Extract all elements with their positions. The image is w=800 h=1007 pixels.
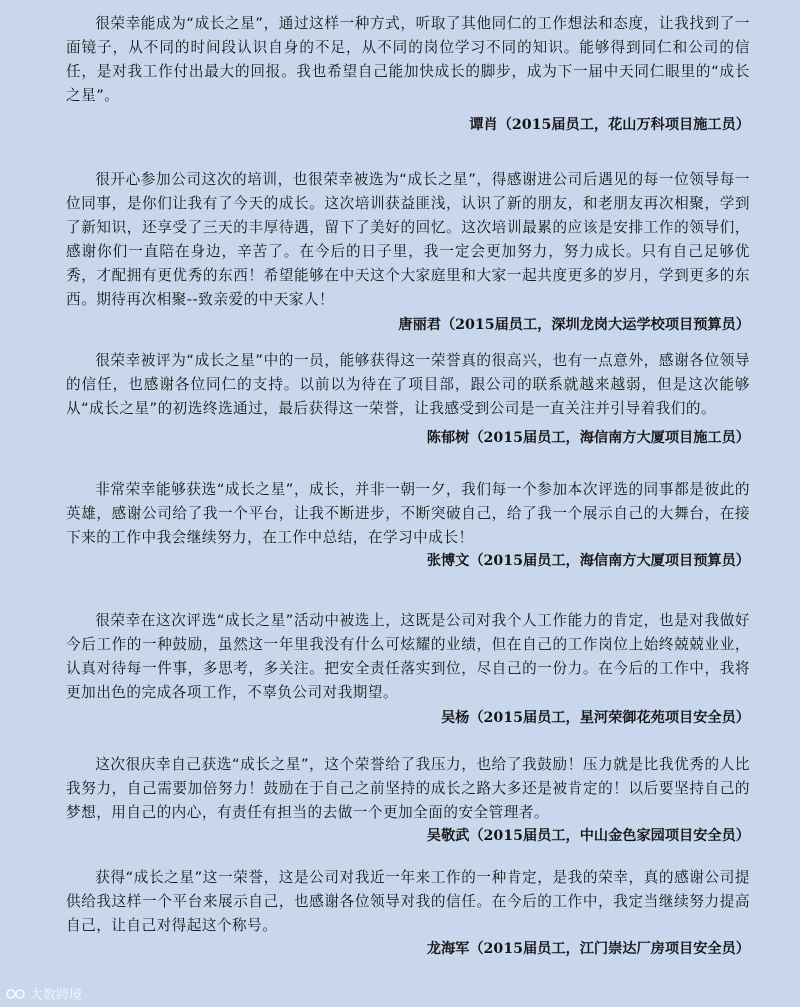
watermark-logo-icon [6,986,26,1002]
testimonial-entry [66,739,750,852]
watermark-text: 大数跨境 [30,988,83,1003]
testimonial-entry [66,12,750,158]
testimonial-text: 很荣幸能成为“成长之星”，通过这样一种方式，听取了其他同仁的工作想法和态度，让我找到了一面镜子，从不同的时间段认识自身的不足，从不同的岗位学习不同的知识。能够得到同仁和公司的信任，是对我工作付出最大的回报。我也希望自己能加快成长的脚步，成为下一届中天同仁眼里的“成长之星”。 [66,15,750,104]
testimonial-signature: 张博文（2015届员工，海信南方大厦项目预算员） [426,553,750,569]
testimonial-entry [66,601,750,739]
testimonial-signature: 唐丽君（2015届员工，深圳龙岗大运学校项目预算员） [398,317,750,333]
testimonial-text: 获得“成长之星”这一荣誉，这是公司对我近一年来工作的一种肯定，是我的荣幸，真的感谢公司提供给我这样一个平台来展示自己，也感谢各位领导对我的信任。在今后的工作中，我定当继续努力提高自己，让自己对得起这个称号。 [66,869,750,934]
testimonial-signature: 吴敬武（2015届员工，中山金色家园项目安全员） [426,828,750,844]
testimonial-signature: 吴杨（2015届员工，星河荣御花苑项目安全员） [440,710,750,726]
testimonial-text: 非常荣幸能够获选“成长之星”，成长，并非一朝一夕，我们每一个参加本次评选的同事都是彼此的英雄，感谢公司给了我一个平台，让我不断进步，不断突破自己，给了我一个展示自己的大舞台，在接下来的工作中我会继续努力，在工作中总结，在学习中成长！ [66,481,750,546]
testimonial-signature: 陈郁树（2015届员工，海信南方大厦项目施工员） [426,430,750,446]
testimonial-text: 这次很庆幸自己获选“成长之星”，这个荣誉给了我压力，也给了我鼓励！压力就是比我优秀的人比我努力，自己需要加倍努力！鼓励在于自己之前坚持的成长之路大多还是被肯定的！以后要坚持自己的梦想，用自己的内心，有责任有担当的去做一个更加全面的安全管理者。 [66,756,750,821]
testimonial-entry [66,341,750,478]
testimonial-text: 很开心参加公司这次的培训，也很荣幸被选为“成长之星”，得感谢进公司后遇见的每一位领导每一位同事，是你们让我有了今天的成长。这次培训获益匪浅，认识了新的朋友，和老朋友再次相聚，学到了新知识，还享受了三天的丰厚待遇，留下了美好的回忆。这次培训最累的应该是安排工作的领导们，感谢你们一直陪在身边，辛苦了。在今后的日子里，我一定会更加努力，努力成长。只有自己足够优秀，才配拥有更优秀的东西！希望能够在中天这个大家庭里和大家一起共度更多的岁月，学到更多的东西。期待再次相聚--致亲爱的中天家人！ [66,171,750,308]
testimonial-entry [66,852,750,960]
testimonial-text: 很荣幸被评为“成长之星”中的一员，能够获得这一荣誉真的很高兴，也有一点意外，感谢各位领导的信任，也感谢各位同仁的支持。以前以为待在了项目部，跟公司的联系就越来越弱，但是这次能够从“成长之星”的初选终选通过，最后获得这一荣誉，让我感受到公司是一直关注并引导着我们的。 [66,352,750,417]
testimonial-signature: 谭肖（2015届员工，花山万科项目施工员） [469,117,750,133]
testimonial-entry [66,158,750,341]
testimonial-signature: 龙海军（2015届员工，江门崇达厂房项目安全员） [426,941,750,957]
watermark [6,984,82,1003]
testimonial-entry [66,478,750,601]
testimonial-text: 很荣幸在这次评选“成长之星”活动中被选上，这既是公司对我个人工作能力的肯定，也是对我做好今后工作的一种鼓励，虽然这一年里我没有什么可炫耀的业绩，但在自己的工作岗位上始终兢兢业业，认真对待每一件事，多思考，多关注。把安全责任落实到位，尽自己的一份力。在今后的工作中，我将更加出色的完成各项工作，不辜负公司对我期望。 [66,612,750,701]
